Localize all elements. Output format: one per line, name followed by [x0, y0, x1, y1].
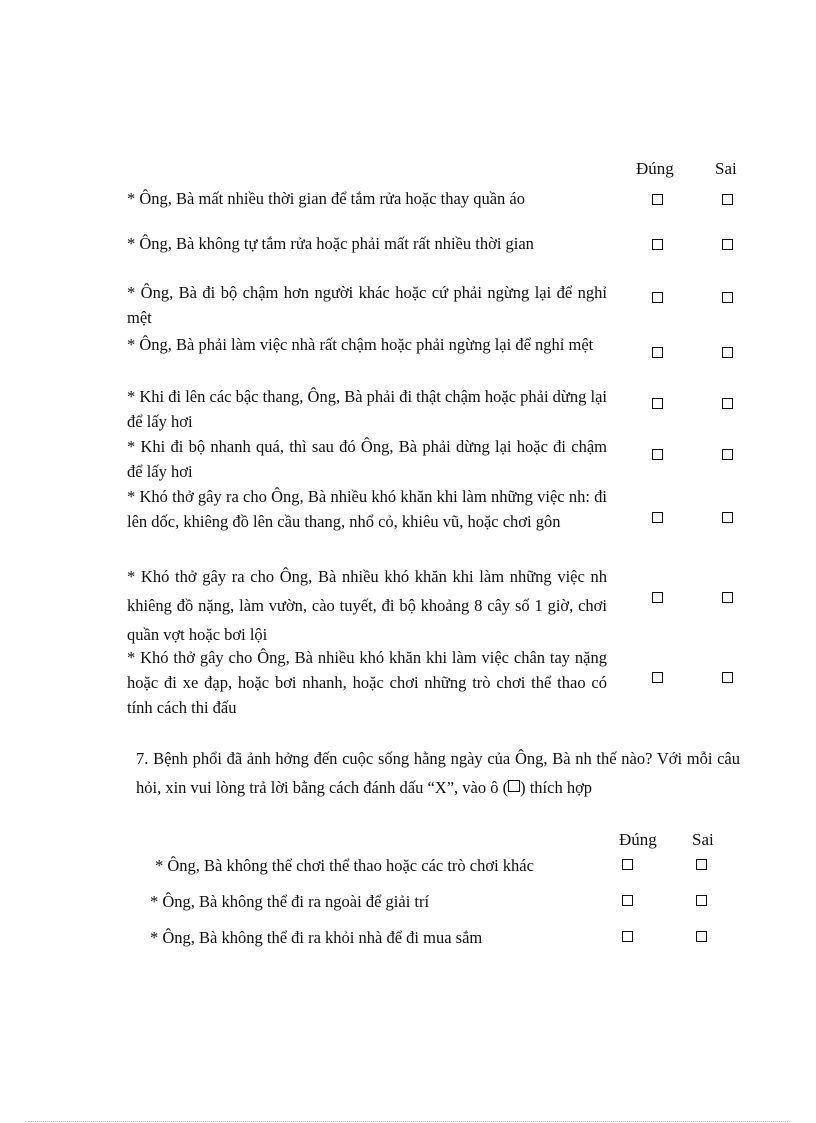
- checkbox-true[interactable]: [652, 239, 663, 250]
- checkbox-false[interactable]: [696, 931, 707, 942]
- checkbox-true[interactable]: [652, 592, 663, 603]
- checkbox-false[interactable]: [722, 398, 733, 409]
- checkbox-false[interactable]: [722, 347, 733, 358]
- question-item: * Ông, Bà không thể chơi thể thao hoặc các trò chơi khác: [155, 856, 534, 875]
- checkbox-true[interactable]: [652, 398, 663, 409]
- question-item: * Ông, Bà đi bộ chậm hơn người khác hoặc cứ phải ngừng lại để nghỉ mệt: [127, 283, 607, 327]
- question-item: * Khó thở gây ra cho Ông, Bà nhiều khó khăn khi làm những việc nh khiêng đồ nặng, làm vườn, cào tuyết, đi bộ khoảng 8 cây số 1 giờ, chơi quần vợt hoặc bơi lội: [127, 567, 607, 644]
- column-header-true: Đúng: [619, 830, 657, 849]
- checkbox-true[interactable]: [622, 895, 633, 906]
- checkbox-false[interactable]: [722, 239, 733, 250]
- question-item: * Khi đi lên các bậc thang, Ông, Bà phải đi thật chậm hoặc phải dừng lại để lấy hơi: [127, 387, 607, 431]
- checkbox-false[interactable]: [722, 292, 733, 303]
- question-item: * Khi đi bộ nhanh quá, thì sau đó Ông, Bà phải dừng lại hoặc đi chậm để lấy hơi: [127, 437, 607, 481]
- checkbox-true[interactable]: [652, 292, 663, 303]
- checkbox-false[interactable]: [722, 194, 733, 205]
- checkbox-true[interactable]: [622, 931, 633, 942]
- checkbox-false[interactable]: [722, 512, 733, 523]
- checkbox-false[interactable]: [722, 449, 733, 460]
- checkbox-example-icon: [508, 780, 520, 792]
- question-7-text-after: ) thích hợp: [520, 778, 593, 797]
- checkbox-true[interactable]: [652, 194, 663, 205]
- checkbox-true[interactable]: [652, 672, 663, 683]
- question-item: * Ông, Bà không tự tắm rửa hoặc phải mất rất nhiều thời gian: [127, 234, 534, 253]
- checkbox-true[interactable]: [652, 449, 663, 460]
- page-bottom-rule: [28, 1121, 788, 1122]
- checkbox-false[interactable]: [696, 895, 707, 906]
- question-item: * Ông, Bà không thể đi ra ngoài để giải trí: [150, 892, 430, 911]
- checkbox-false[interactable]: [722, 592, 733, 603]
- question-7-text-before: 7. Bệnh phổi đã ảnh hởng đến cuộc sống hằng ngày của Ông, Bà nh thế nào? Với mỗi câu hỏi, xin vui lòng trả lời bằng cách đánh dấu “X”, vào ô (: [136, 749, 740, 797]
- checkbox-true[interactable]: [652, 347, 663, 358]
- checkbox-true[interactable]: [622, 859, 633, 870]
- column-header-true: Đúng: [636, 159, 674, 178]
- column-header-false: Sai: [692, 830, 714, 849]
- question-item: * Ông, Bà phải làm việc nhà rất chậm hoặc phải ngừng lại để nghỉ mệt: [127, 335, 594, 354]
- checkbox-true[interactable]: [652, 512, 663, 523]
- question-item: * Ông, Bà mất nhiều thời gian để tắm rửa hoặc thay quần áo: [127, 189, 525, 208]
- question-item: * Ông, Bà không thể đi ra khỏi nhà để đi mua sắm: [150, 928, 483, 947]
- column-header-false: Sai: [715, 159, 737, 178]
- question-item: * Khó thở gây ra cho Ông, Bà nhiều khó khăn khi làm những việc nh: đi lên dốc, khiêng đồ lên cầu thang, nhổ cỏ, khiêu vũ, hoặc chơi gôn: [127, 487, 607, 531]
- question-7-text: [136, 744, 740, 802]
- question-item: * Khó thở gây cho Ông, Bà nhiều khó khăn khi làm việc chân tay nặng hoặc đi xe đạp, hoặc bơi nhanh, hoặc chơi những trò chơi thể thao có tính cách thi đấu: [127, 648, 607, 717]
- checkbox-false[interactable]: [722, 672, 733, 683]
- checkbox-false[interactable]: [696, 859, 707, 870]
